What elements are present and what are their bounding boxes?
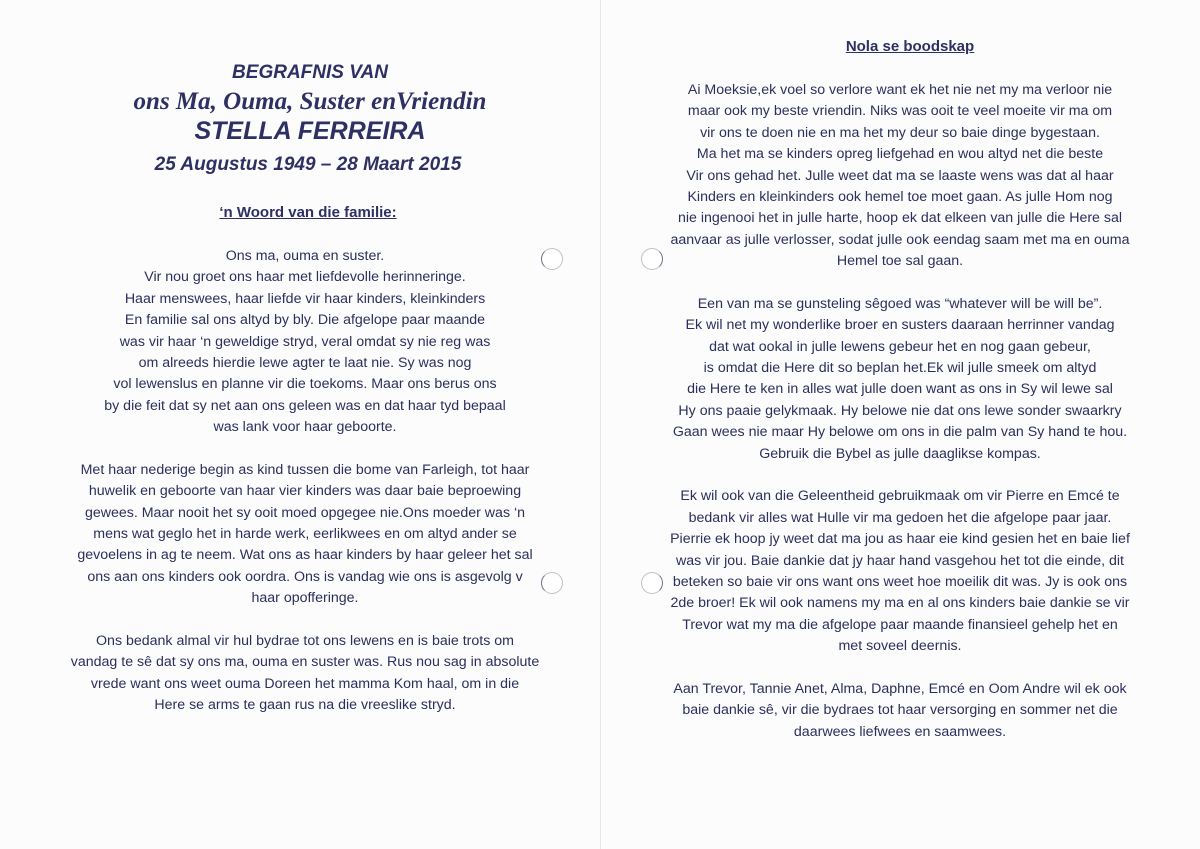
text-line: by die feit dat sy net aan ons geleen was en dat haar tyd bepaal (104, 397, 506, 414)
text-line: Ek wil net my wonderlike broer en susters daaraan herrinner vandag (685, 317, 1115, 334)
family-word-title: ‘n Woord van die familie: (219, 204, 397, 221)
text-line: vol lewenslus en planne vir die toekoms. Maar ons berus ons (113, 376, 497, 393)
text-line: Hy ons paaie gelykmaak. Hy belowe nie dat ons lewe sonder swaarkry (678, 402, 1122, 419)
text-line: Ma het ma se kinders opreg liefgehad en wou altyd net die beste (696, 146, 1104, 163)
text-line: Ons bedank almal vir hul bydrae tot ons lewens en is baie trots om (96, 633, 514, 650)
text-line: vir ons te doen nie en ma het my deur so baie dinge bygestaan. (700, 124, 1100, 141)
text-line: mens wat geglo het in harde werk, eerlikwees en om altyd ander se (93, 526, 517, 543)
text-line: Pierrie ek hoop jy weet dat ma jou as haar eie kind gesien het en baie lief (670, 531, 1130, 548)
text-line: is omdat die Here dit so beplan het.Ek wil julle smeek om altyd (703, 360, 1097, 377)
text-line: En familie sal ons altyd by bly. Die afgelope paar maande (124, 312, 486, 329)
text-line: haar opofferinge. (251, 590, 359, 607)
family-word-text (40, 246, 570, 717)
text-line: dat wat ookal in julle lewens gebeur het en nog gaan gebeur, (709, 338, 1091, 355)
right-page (600, 0, 1200, 849)
text-line: Gebruik die Bybel as julle daaglikse kompas. (759, 445, 1041, 462)
nola-message-text (630, 80, 1170, 743)
text-line: Vir ons gehad het. Julle weet dat ma se laaste wens was dat al haar (686, 167, 1114, 184)
text-line: was vir jou. Baie dankie dat jy haar hand vasgehou het tot die einde, dit (676, 552, 1124, 569)
funeral-heading: BEGRAFNIS VAN (232, 62, 388, 83)
text-line: Aan Trevor, Tannie Anet, Alma, Daphne, Emcé en Oom Andre wil ek ook (673, 680, 1127, 697)
text-line: vrede want ons weet ouma Doreen het mamma Kom haal, om in die (90, 675, 520, 692)
text-line (630, 658, 1170, 679)
text-line: vandag te sê dat sy ons ma, ouma en suster was. Rus nou sag in absolute (70, 654, 540, 671)
text-line: ons aan ons kinders ook oordra. Ons is vandag wie ons is asgevolg v (87, 568, 523, 585)
text-line: Hemel toe sal gaan. (836, 253, 964, 270)
text-line: huwelik en geboorte van haar vier kinders was daar baie beproewing (88, 483, 522, 500)
text-line: Met haar nederige begin as kind tussen die bome van Farleigh, tot haar (80, 461, 530, 478)
text-line: daarwees liefwees en saamwees. (793, 723, 1007, 740)
text-line: Ai Moeksie,ek voel so verlore want ek het nie net my ma verloor nie (687, 82, 1113, 98)
text-line: Trevor wat my ma die afgelope paar maande finansieel gehelp het en (682, 616, 1118, 633)
text-line: Kinders en kleinkinders ook hemel toe moet gaan. As julle Hom nog (687, 188, 1113, 205)
text-line: nie ingenooi het in julle harte, hoop ek dat elkeen van julle die Here sal (677, 210, 1123, 227)
text-line (630, 273, 1170, 294)
text-line: met soveel deernis. (838, 638, 962, 655)
text-line: Ek wil ook van die Geleentheid gebruikmaak om vir Pierre en Emcé te (680, 488, 1120, 505)
punch-hole (541, 572, 563, 594)
text-line: bedank vir alles wat Hulle vir ma gedoen het die afgelope paar jaar. (688, 509, 1112, 526)
text-line: die Here te ken in alles wat julle doen want as ons in Sy wil lewe sal (687, 381, 1113, 398)
text-line: baie dankie sê, vir die bydraes tot haar versorging en sommer net die (682, 702, 1118, 719)
deceased-name: STELLA FERREIRA (194, 117, 426, 145)
text-line (40, 610, 570, 631)
text-line (630, 465, 1170, 486)
text-line: Haar menswees, haar liefde vir haar kinders, kleinkinders (124, 290, 486, 307)
text-line: gevoelens in ag te neem. Wat ons as haar kinders by haar geleer het sal (77, 547, 533, 564)
text-line: Een van ma se gunsteling sêgoed was “whatever will be will be”. (697, 295, 1103, 312)
text-line: Gaan wees nie maar Hy belowe om ons in die palm van Sy hand te hou. (672, 424, 1128, 441)
relationship-heading: ons Ma, Ouma, Suster enVriendin (133, 88, 487, 115)
text-line: gewees. Maar nooit het sy ooit moed opgegee nie.Ons moeder was ‘n (84, 504, 526, 521)
punch-hole (641, 248, 663, 270)
life-dates: 25 Augustus 1949 – 28 Maart 2015 (154, 154, 462, 175)
punch-hole (541, 248, 563, 270)
text-line: aanvaar as julle verlosser, sodat julle ook eendag saam met ma en ouma (670, 231, 1130, 248)
text-line: was lank voor haar geboorte. (213, 419, 397, 436)
text-line: maar ook my beste vriendin. Niks was ooit te veel moeite vir ma om (687, 103, 1113, 120)
text-line: Here se arms te gaan rus na die vreeslike stryd. (154, 697, 456, 714)
text-line: was vir haar ‘n geweldige stryd, veral omdat sy nie reg was (119, 333, 491, 350)
text-line (40, 439, 570, 460)
text-line: Ons ma, ouma en suster. (225, 248, 385, 264)
text-line: 2de broer! Ek wil ook namens my ma en al ons kinders baie dankie se vir (670, 595, 1130, 612)
text-line: om alreeds hierdie lewe agter te laat nie. Sy was nog (138, 354, 472, 371)
text-line: beteken so baie vir ons want ons weet hoe moeilik dit was. Jy is ook ons (672, 573, 1128, 590)
nola-message-title: Nola se boodskap (845, 38, 975, 55)
text-line: Vir nou groet ons haar met liefdevolle herinneringe. (144, 269, 466, 286)
punch-hole (641, 572, 663, 594)
